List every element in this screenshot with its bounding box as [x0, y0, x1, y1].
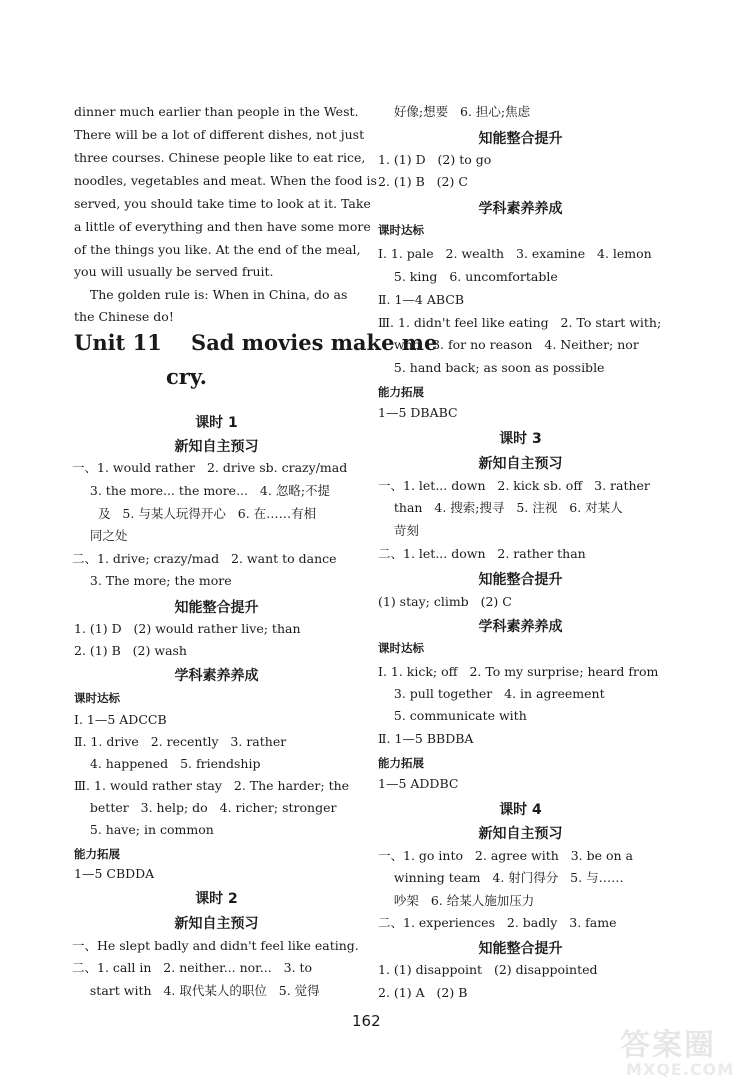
answer-line: 3. the more... the more... 4. 忽略;不提	[74, 483, 331, 498]
section-heading: 新知自主预习	[174, 439, 259, 455]
watermark-logo	[616, 1020, 744, 1084]
passage-line: three courses. Chinese people like to eat rice,	[74, 150, 366, 165]
passage-line: the Chinese do!	[74, 309, 174, 324]
unit-title-cont: cry.	[166, 364, 207, 389]
passage-line: a little of everything and then have some more	[74, 219, 371, 234]
answer-line: 一、He slept badly and didn't feel like eating.	[72, 938, 359, 953]
passage-line: served, you should take time to look at it. Take	[74, 196, 371, 211]
watermark-text: 答案圈	[620, 1028, 716, 1063]
answer-line: 二、1. experiences 2. badly 3. fame	[378, 915, 617, 930]
answer-line: Ⅱ. 1—4 ABCB	[378, 292, 465, 307]
section-heading: 学科素养养成	[478, 201, 563, 217]
answer-line: 1—5 CBDDA	[74, 866, 155, 881]
answer-line: 一、1. would rather 2. drive sb. crazy/mad	[72, 460, 348, 475]
answer-line: Ⅲ. 1. would rather stay 2. The harder; the	[74, 778, 350, 793]
passage-line: of the things you like. At the end of the meal,	[74, 242, 361, 257]
passage-line: There will be a lot of different dishes, not just	[74, 127, 365, 142]
answer-line: 1. (1) disappoint (2) disappointed	[378, 962, 598, 977]
answer-line: 5. have; in common	[74, 822, 214, 837]
answer-line: 5. communicate with	[378, 708, 527, 723]
answer-line: 一、1. go into 2. agree with 3. be on a	[378, 848, 633, 863]
answer-line: start with 4. 取代某人的职位 5. 觉得	[74, 983, 320, 998]
answer-line: 二、1. call in 2. neither... nor... 3. to	[72, 960, 313, 975]
page-number: 162	[352, 1012, 381, 1030]
passage-line: you will usually be served fruit.	[74, 264, 274, 279]
subsection-label: 课时达标	[74, 691, 120, 705]
answer-line: who 3. for no reason 4. Neither; nor	[378, 337, 639, 352]
lesson-heading: 课时 1	[195, 415, 238, 431]
section-heading: 新知自主预习	[478, 826, 563, 842]
subsection-label: 能力拓展	[74, 847, 120, 861]
answer-line: 2. (1) B (2) C	[378, 174, 468, 189]
passage-line: dinner much earlier than people in the West.	[74, 104, 359, 119]
lesson-heading: 课时 4	[499, 802, 542, 818]
passage-line: The golden rule is: When in China, do as	[74, 287, 348, 302]
section-heading: 知能整合提升	[478, 941, 563, 957]
subsection-label: 能力拓展	[378, 756, 424, 770]
section-heading: 学科素养养成	[478, 619, 563, 635]
section-heading: 知能整合提升	[174, 600, 259, 616]
lesson-heading: 课时 3	[499, 431, 542, 447]
answer-line: Ⅲ. 1. didn't feel like eating 2. To start with;	[378, 315, 662, 330]
answer-line: 2. (1) B (2) wash	[74, 643, 187, 658]
answer-line: 1. (1) D (2) to go	[378, 152, 492, 167]
answer-line: 3. pull together 4. in agreement	[378, 686, 605, 701]
answer-line: Ⅱ. 1—5 BBDBA	[378, 731, 474, 746]
answer-line: 1—5 ADDBC	[378, 776, 459, 791]
section-heading: 学科素养养成	[174, 668, 259, 684]
answer-line: than 4. 搜索;搜寻 5. 注视 6. 对某人	[378, 500, 623, 515]
subsection-label: 课时达标	[378, 641, 424, 655]
answer-line: better 3. help; do 4. richer; stronger	[74, 800, 337, 815]
answer-line: Ⅰ. 1. kick; off 2. To my surprise; heard from	[378, 664, 659, 679]
answer-line: 1. (1) D (2) would rather live; than	[74, 621, 301, 636]
answer-line: 苛刻	[378, 523, 419, 538]
answer-line: 一、1. let... down 2. kick sb. off 3. rather	[378, 478, 650, 493]
answer-line: Ⅱ. 1. drive 2. recently 3. rather	[74, 734, 287, 749]
answer-line: 3. The more; the more	[74, 573, 232, 588]
answer-line: 5. hand back; as soon as possible	[378, 360, 605, 375]
answer-line: (1) stay; climb (2) C	[378, 594, 512, 609]
answer-line: 二、1. let... down 2. rather than	[378, 546, 586, 561]
passage-line: noodles, vegetables and meat. When the food is	[74, 173, 377, 188]
answer-line: Ⅰ. 1. pale 2. wealth 3. examine 4. lemon	[378, 246, 652, 261]
section-heading: 新知自主预习	[478, 456, 563, 472]
answer-line: 4. happened 5. friendship	[74, 756, 261, 771]
answer-line: 2. (1) A (2) B	[378, 985, 468, 1000]
unit-title: Unit 11 Sad movies make me	[74, 330, 438, 355]
answer-line: Ⅰ. 1—5 ADCCB	[74, 712, 167, 727]
answer-line: winning team 4. 射门得分 5. 与……	[378, 870, 624, 885]
answer-line: 二、1. drive; crazy/mad 2. want to dance	[72, 551, 337, 566]
lesson-heading: 课时 2	[195, 891, 238, 907]
answer-line: 及 5. 与某人玩得开心 6. 在……有相	[98, 506, 317, 521]
subsection-label: 课时达标	[378, 223, 424, 237]
answer-line: 1—5 DBABC	[378, 405, 458, 420]
answer-line: 好像;想要 6. 担心;焦虑	[378, 104, 531, 119]
section-heading: 知能整合提升	[478, 572, 563, 588]
answer-line: 同之处	[74, 528, 128, 543]
answer-line: 5. king 6. uncomfortable	[378, 269, 558, 284]
section-heading: 新知自主预习	[174, 916, 259, 932]
answer-line: 吵架 6. 给某人施加压力	[378, 893, 535, 908]
subsection-label: 能力拓展	[378, 385, 424, 399]
section-heading: 知能整合提升	[478, 131, 563, 147]
watermark-url: MXQE.COM	[626, 1060, 735, 1079]
